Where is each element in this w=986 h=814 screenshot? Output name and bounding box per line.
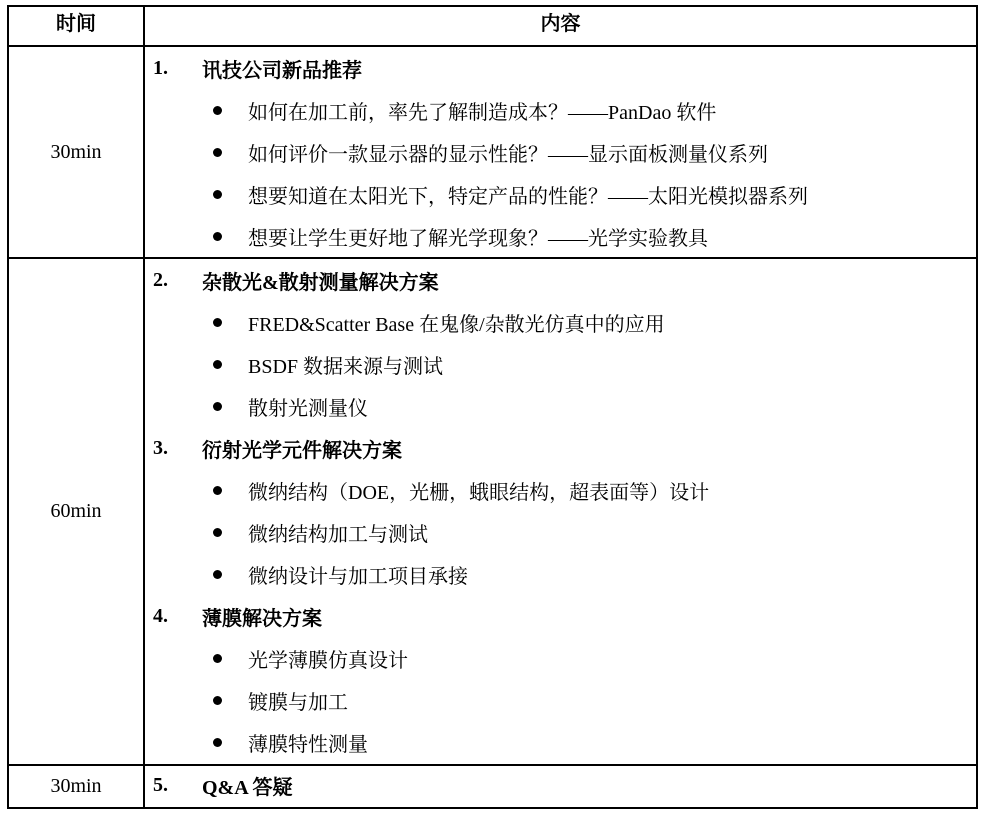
bullet-item: [145, 721, 976, 763]
bullet-text: 想要知道在太阳光下，特定产品的性能？——太阳光模拟器系列: [248, 185, 808, 208]
bullet-icon: [213, 570, 222, 579]
bullet-text: 薄膜特性测量: [248, 733, 368, 756]
bullet-text: FRED&Scatter Base 在鬼像/杂散光仿真中的应用: [248, 313, 665, 336]
bullet-item: [145, 637, 976, 679]
table-row: [8, 46, 977, 258]
bullet-icon: [213, 738, 222, 747]
bullet-icon: [213, 232, 222, 241]
section-title-text: 衍射光学元件解决方案: [202, 439, 402, 462]
bullet-icon: [213, 148, 222, 157]
bullet-text: 微纳结构（DOE，光栅，蛾眼结构，超表面等）设计: [248, 481, 710, 504]
section-title-text: 杂散光&散射测量解决方案: [202, 271, 439, 294]
bullet-item: [145, 301, 976, 343]
section-number: 4.: [153, 604, 168, 627]
bullet-icon: [213, 528, 222, 537]
bullet-item: [145, 343, 976, 385]
section-title: [145, 595, 976, 637]
bullet-item: [145, 89, 976, 131]
section-number: 2.: [153, 268, 168, 291]
bullet-icon: [213, 654, 222, 663]
bullet-text: 想要让学生更好地了解光学现象？——光学实验教具: [248, 227, 708, 250]
time-cell: 30min: [8, 46, 144, 258]
bullet-item: [145, 511, 976, 553]
content-cell: [144, 258, 977, 765]
section-number: 1.: [153, 56, 168, 79]
section-title: [145, 766, 976, 805]
bullet-item: [145, 173, 976, 215]
section-title: [145, 259, 976, 301]
bullet-item: [145, 385, 976, 427]
agenda-table: [7, 5, 978, 809]
bullet-icon: [213, 696, 222, 705]
bullet-item: [145, 469, 976, 511]
bullet-item: [145, 215, 976, 257]
bullet-icon: [213, 360, 222, 369]
time-cell: 30min: [8, 765, 144, 808]
content-cell: [144, 46, 977, 258]
section-title: [145, 427, 976, 469]
bullet-text: 如何评价一款显示器的显示性能？——显示面板测量仪系列: [248, 143, 768, 166]
header-row: [8, 6, 977, 46]
time-column-header: 时间: [8, 6, 144, 46]
bullet-item: [145, 679, 976, 721]
bullet-text: 微纳结构加工与测试: [248, 523, 428, 546]
bullet-text: BSDF 数据来源与测试: [248, 355, 444, 378]
section-title-text: 讯技公司新品推荐: [202, 59, 362, 82]
bullet-text: 散射光测量仪: [248, 397, 368, 420]
table-row: [8, 765, 977, 808]
time-cell: 60min: [8, 258, 144, 765]
content-cell: [144, 765, 977, 808]
content-column-header: 内容: [144, 6, 977, 46]
section-title: [145, 47, 976, 89]
bullet-text: 镀膜与加工: [248, 691, 348, 714]
bullet-icon: [213, 190, 222, 199]
bullet-icon: [213, 486, 222, 495]
bullet-icon: [213, 106, 222, 115]
bullet-item: [145, 131, 976, 173]
bullet-text: 微纳设计与加工项目承接: [248, 565, 468, 588]
section-title-text: Q&A 答疑: [202, 777, 293, 799]
bullet-icon: [213, 402, 222, 411]
table-row: [8, 258, 977, 765]
section-title-text: 薄膜解决方案: [202, 607, 322, 630]
bullet-text: 光学薄膜仿真设计: [248, 649, 408, 672]
bullet-icon: [213, 318, 222, 327]
bullet-text: 如何在加工前，率先了解制造成本？——PanDao 软件: [248, 101, 717, 124]
section-number: 3.: [153, 436, 168, 459]
bullet-item: [145, 553, 976, 595]
section-number: 5.: [153, 774, 168, 796]
